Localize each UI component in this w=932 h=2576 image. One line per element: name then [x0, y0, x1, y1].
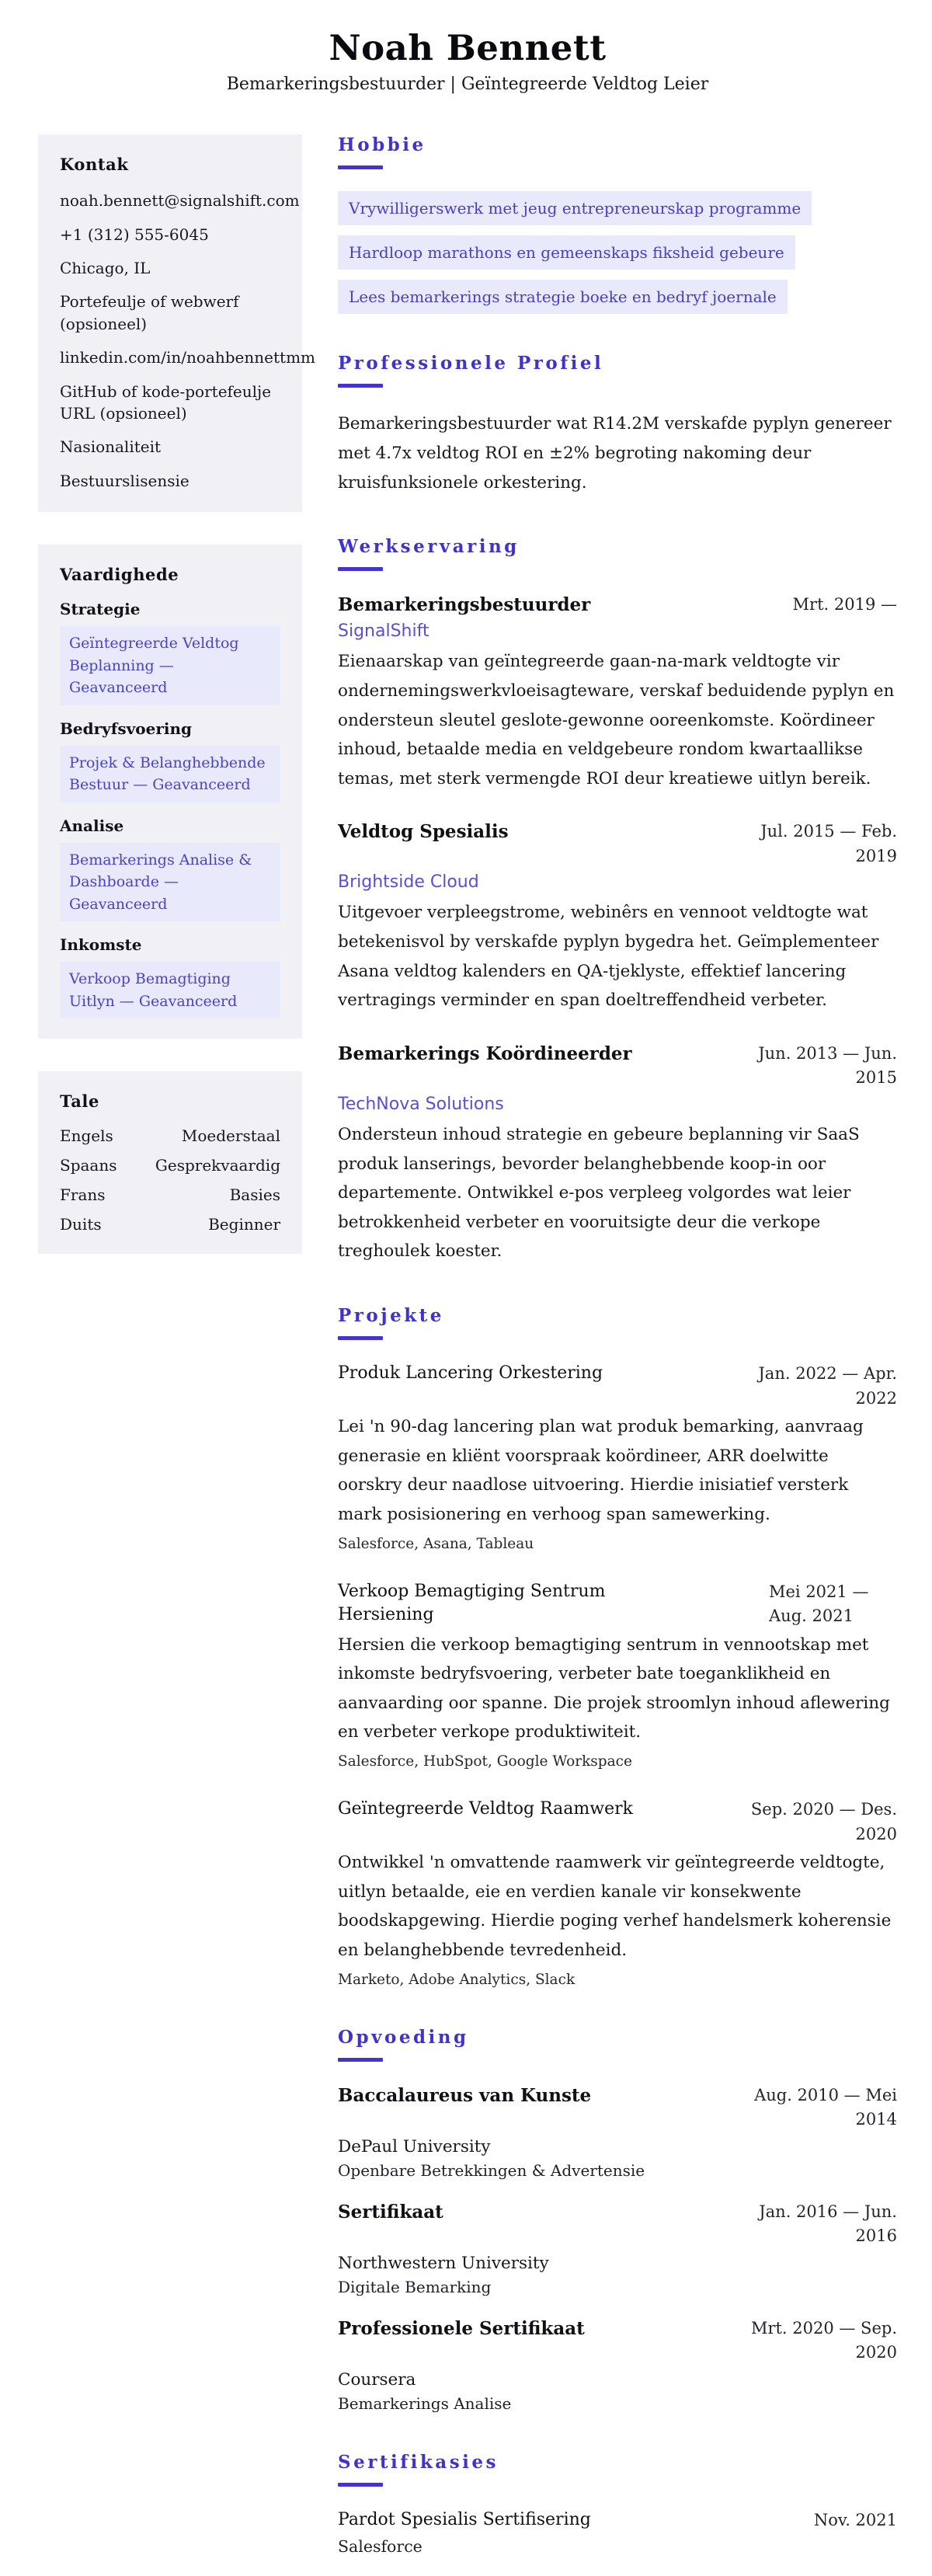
person-subtitle: Bemarkeringsbestuurder | Geïntegreerde Veldtog Leier	[226, 75, 709, 95]
projects-section	[338, 1305, 897, 1988]
section-title-hobbies: Hobbie	[338, 134, 426, 156]
contact-drivers-license: Bestuurslisensie	[60, 471, 190, 490]
education-date: Aug. 2010 — Mei 2014	[754, 2085, 897, 2129]
language-level: Gesprekvaardig	[155, 1156, 280, 1175]
job-date: Mrt. 2019 —	[792, 595, 897, 614]
project-title: Geïntegreerde Veldtog Raamwerk	[338, 1799, 633, 1819]
language-name: Engels	[60, 1126, 113, 1146]
education-entry	[338, 2083, 897, 2180]
contact-linkedin: linkedin.com/in/noahbennettmm	[60, 348, 315, 367]
skills-title: Vaardighede	[60, 565, 179, 585]
job-date: Jul. 2015 — Feb. 2019	[760, 822, 897, 865]
language-name: Frans	[60, 1185, 106, 1205]
skill-category: Strategie	[60, 600, 141, 619]
section-underline	[338, 2483, 383, 2487]
project-entry	[338, 1580, 897, 1770]
skill-category: Inkomste	[60, 935, 142, 955]
education-date: Mrt. 2020 — Sep. 2020	[750, 2318, 897, 2362]
skill-category: Bedryfsvoering	[60, 719, 192, 738]
project-header	[338, 1798, 897, 1847]
language-level: Moederstaal	[181, 1126, 280, 1146]
job-description: Eienaarskap van geïntegreerde gaan-na-mark veldtogte vir ondernemingswerkvloeisagteware, verskaf beduidende pyplyn en ondersteun sleutel geslote-gewonne ooreenkomste. Koördineer inhoud, betaalde media en veldgebeure rondom kwartaallikse temas, met sterk vermengde ROI deur kreatiewe uitlyn bereik.	[338, 652, 895, 788]
education-header	[338, 2083, 897, 2132]
language-level: Beginner	[208, 1215, 280, 1234]
language-name: Duits	[60, 1215, 102, 1234]
job-title: Bemarkerings Koördineerder	[338, 1043, 632, 1064]
job-header	[338, 820, 897, 869]
skill-pill: Bemarkerings Analise & Dashboarde — Geavanceerd	[60, 843, 280, 922]
project-entry	[338, 1362, 897, 1552]
language-name: Spaans	[60, 1156, 117, 1175]
contact-nationality: Nasionaliteit	[60, 437, 162, 457]
job-entry	[338, 820, 897, 1015]
job-company-link[interactable]: TechNova Solutions	[338, 1094, 504, 1114]
job-entry	[338, 1042, 897, 1266]
content-columns	[38, 134, 897, 2576]
project-date: Jan. 2022 — Apr. 2022	[758, 1364, 897, 1408]
skill-pill: Projek & Belanghebbende Bestuur — Geavanceerd	[60, 746, 280, 802]
section-underline	[338, 1336, 383, 1340]
education-entry	[338, 2200, 897, 2296]
job-entry	[338, 593, 897, 793]
education-degree: Professionele Sertifikaat	[338, 2317, 585, 2339]
skills-section	[38, 545, 302, 1039]
job-company-link[interactable]: Brightside Cloud	[338, 872, 479, 893]
language-row	[60, 1185, 280, 1204]
skill-pill: Geïntegreerde Veldtog Beplanning — Geavanceerd	[60, 626, 280, 705]
skill-pill: Verkoop Bemagtiging Uitlyn — Geavanceerd	[60, 962, 280, 1018]
project-tools: Salesforce, HubSpot, Google Workspace	[338, 1753, 632, 1770]
job-header	[338, 1042, 897, 1091]
project-entry	[338, 1798, 897, 1988]
languages-title: Tale	[60, 1091, 99, 1112]
person-name: Noah Bennett	[329, 27, 607, 68]
languages-section	[38, 1071, 302, 1254]
section-title-education: Opvoeding	[338, 2026, 469, 2048]
profile-section	[338, 353, 897, 497]
hobby-pill: Vrywilligerswerk met jeug entrepreneurskap programme	[338, 191, 812, 225]
education-section	[338, 2027, 897, 2413]
education-detail: Bemarkerings Analise	[338, 2393, 512, 2413]
section-title-profile: Professionele Profiel	[338, 353, 604, 374]
hobby-pill: Hardloop marathons en gemeenskaps fiksheid gebeure	[338, 235, 795, 270]
project-date: Sep. 2020 — Des. 2020	[750, 1800, 897, 1843]
education-detail: Openbare Betrekkingen & Advertensie	[338, 2160, 645, 2180]
education-detail: Digitale Bemarking	[338, 2277, 492, 2296]
job-title: Veldtog Spesialis	[338, 821, 509, 843]
education-date: Jan. 2016 — Jun. 2016	[759, 2202, 897, 2246]
section-title-experience: Werkservaring	[338, 536, 520, 558]
header	[38, 0, 897, 94]
sidebar	[38, 134, 315, 1286]
section-underline	[338, 165, 383, 169]
job-title: Bemarkeringsbestuurder	[338, 594, 591, 616]
hobbies-section	[338, 134, 897, 314]
contact-location: Chicago, IL	[60, 259, 151, 278]
education-school: Northwestern University	[338, 2253, 549, 2273]
language-row	[60, 1156, 280, 1175]
section-underline	[338, 384, 383, 388]
experience-section	[338, 536, 897, 1266]
education-school: DePaul University	[338, 2136, 491, 2157]
project-title: Verkoop Bemagtiging Sentrum Hersiening	[338, 1581, 606, 1625]
project-description: Ontwikkel 'n omvattende raamwerk vir geïntegreerde veldtogte, uitlyn betaalde, eie en verdien kanale vir konsekwente boodskapgewing. Hierdie poging verhef handelsmerk koherensie en belanghebbende tevredenheid.	[338, 1853, 892, 1960]
profile-text: Bemarkeringsbestuurder wat R14.2M verskafde pyplyn genereer met 4.7x veldtog ROI en ±2% begroting nakoming deur kruisfunksionele orkestering.	[338, 414, 892, 493]
project-header	[338, 1362, 897, 1411]
contact-github: GitHub of kode-portefeulje URL (opsioneel)	[60, 381, 272, 423]
contact-portfolio: Portefeulje of webwerf (opsioneel)	[60, 292, 239, 333]
education-school: Coursera	[338, 2369, 416, 2390]
contact-phone: +1 (312) 555-6045	[60, 225, 209, 244]
language-row	[60, 1215, 280, 1234]
skill-category: Analise	[60, 816, 124, 835]
project-date: Mei 2021 — Aug. 2021	[769, 1582, 869, 1626]
section-title-projects: Projekte	[338, 1305, 444, 1327]
section-title-certifications: Sertifikasies	[338, 2451, 499, 2473]
certifications-section	[338, 2452, 897, 2557]
education-entry	[338, 2317, 897, 2413]
language-level: Basies	[229, 1185, 280, 1205]
contact-title: Kontak	[60, 155, 129, 175]
education-degree: Sertifikaat	[338, 2201, 443, 2223]
contact-email: noah.bennett@signalshift.com	[60, 191, 300, 211]
project-tools: Salesforce, Asana, Tableau	[338, 1535, 534, 1552]
project-tools: Marketo, Adobe Analytics, Slack	[338, 1971, 576, 1988]
certification-entry	[338, 2508, 897, 2557]
job-description: Ondersteun inhoud strategie en gebeure beplanning vir SaaS produk lanserings, bevorder belanghebbende koop-in oor departemente. Ontwikkel e-pos verpleeg volgordes wat leier betrokkenheid verbeter en vooruitsigte deur die verkope treghoulek koester.	[338, 1124, 860, 1262]
certification-header	[338, 2508, 897, 2533]
certification-issuer: Salesforce	[338, 2537, 423, 2557]
job-date: Jun. 2013 — Jun. 2015	[758, 1043, 897, 1088]
education-degree: Baccalaureus van Kunste	[338, 2084, 592, 2106]
language-row	[60, 1126, 280, 1145]
section-underline	[338, 2058, 383, 2062]
job-company-link[interactable]: SignalShift	[338, 621, 429, 642]
education-header	[338, 2200, 897, 2249]
certification-title: Pardot Spesialis Sertifisering	[338, 2509, 591, 2529]
hobby-pill: Lees bemarkerings strategie boeke en bedryf joernale	[338, 280, 788, 314]
project-description: Hersien die verkoop bemagtiging sentrum in vennootskap met inkomste bedryfsvoering, verbeter bate toeganklikheid en aanvaarding oor spanne. Die projek stroomlyn inhoud aflewering en verbeter verkope produktiwiteit.	[338, 1634, 890, 1742]
certification-date: Nov. 2021	[813, 2510, 897, 2529]
education-header	[338, 2317, 897, 2365]
project-description: Lei 'n 90-dag lancering plan wat produk bemarking, aanvraag generasie en kliënt voorspraak koördineer, ARR doelwitte oorskry deur naadlose uitvoering. Hierdie inisiatief versterk mark posisionering en verhoog span samewerking.	[338, 1417, 864, 1524]
section-underline	[338, 567, 383, 571]
project-header	[338, 1580, 897, 1629]
project-title: Produk Lancering Orkestering	[338, 1363, 603, 1384]
job-description: Uitgevoer verpleegstrome, webinêrs en vennoot veldtogte wat betekenisvol by verskafde pyplyn bygedra het. Geïmplementeer Asana veldtog kalenders en QA-tjeklyste, effektief lancering vertragings verminder en span doeltreffendheid verbeter.	[338, 903, 879, 1011]
contact-section	[38, 134, 315, 512]
job-header	[338, 593, 897, 618]
main-column	[338, 134, 897, 2576]
